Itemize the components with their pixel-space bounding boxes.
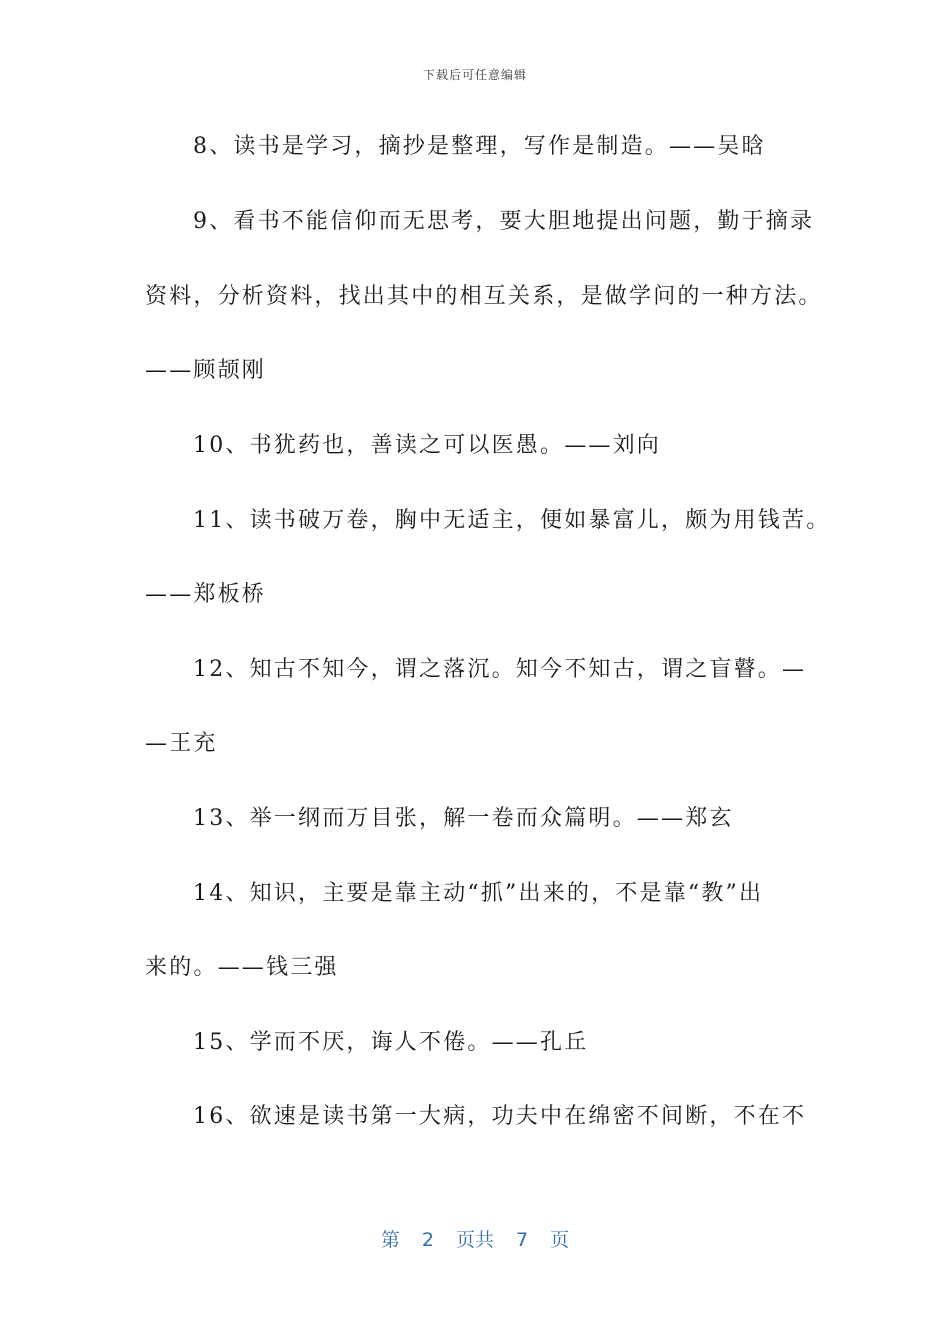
footer-prefix: 第 xyxy=(380,1229,400,1251)
text-line: —王充 xyxy=(145,731,218,756)
text-line: 来的。——钱三强 xyxy=(145,955,339,980)
text-line: 14、知识，主要是靠主动“抓”出来的，不是靠“教”出 xyxy=(193,881,764,906)
current-page-number: 2 xyxy=(421,1229,434,1251)
total-page-number: 7 xyxy=(516,1229,529,1251)
text-line: ——郑板桥 xyxy=(145,582,267,607)
text-line: 10、书犹药也，善读之可以医愚。——刘向 xyxy=(193,433,661,458)
footer-suffix: 页 xyxy=(550,1229,570,1251)
text-line: 8、读书是学习，摘抄是整理，写作是制造。——吴晗 xyxy=(193,134,766,159)
text-line: 16、欲速是读书第一大病，功夫中在绵密不间断，不在不 xyxy=(193,1104,807,1129)
text-line: 12、知古不知今，谓之落沉。知今不知古，谓之盲瞽。— xyxy=(193,657,807,682)
text-line: 15、学而不厌，诲人不倦。——孔丘 xyxy=(193,1030,589,1055)
text-line: 11、读书破万卷，胸中无适主，便如暴富儿，颇为用钱苦。 xyxy=(193,508,831,533)
text-line: 9、看书不能信仰而无思考，要大胆地提出问题，勤于摘录 xyxy=(193,209,815,234)
page-header: 下载后可任意编辑 xyxy=(422,68,527,82)
text-line: ——顾颉刚 xyxy=(145,358,267,383)
footer-middle: 页共 xyxy=(455,1229,494,1251)
page-footer xyxy=(0,1225,950,1252)
text-line: 13、举一纲而万目张，解一卷而众篇明。——郑玄 xyxy=(193,806,734,831)
text-line: 资料，分析资料，找出其中的相互关系，是做学问的一种方法。 xyxy=(145,284,823,309)
